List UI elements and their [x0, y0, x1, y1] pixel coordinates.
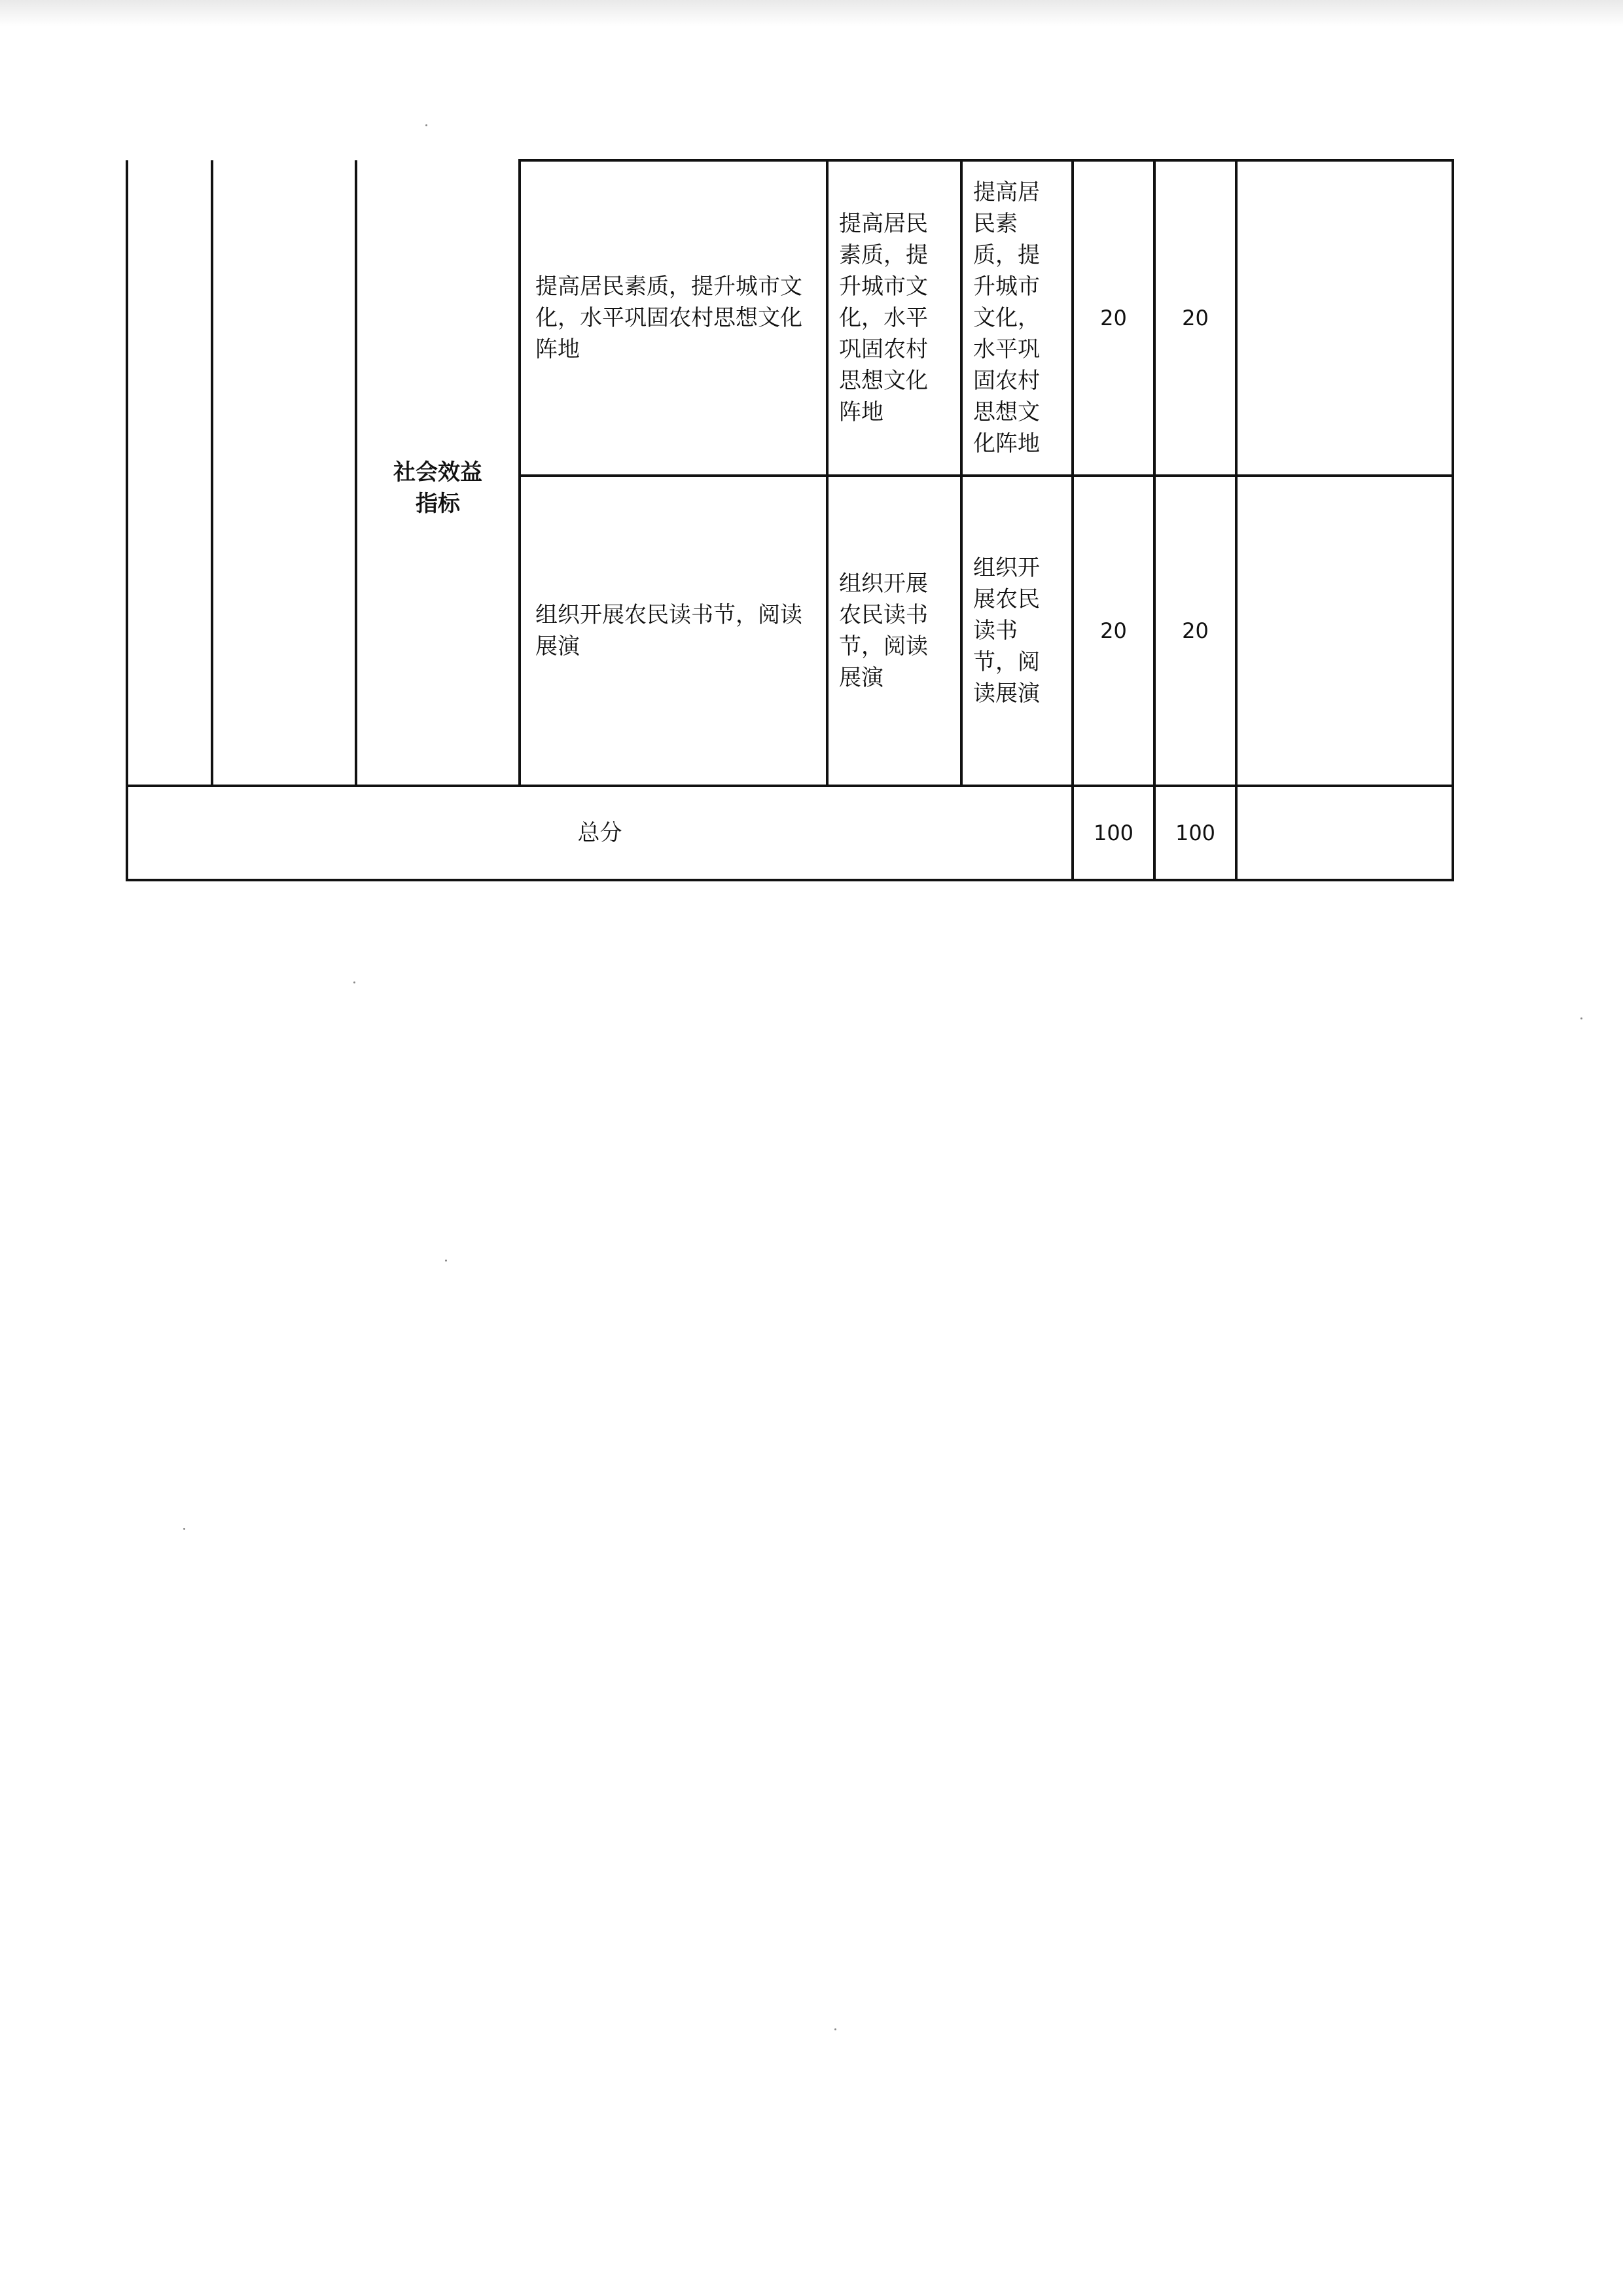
- table-row: [127, 160, 1453, 476]
- indicator-category: [356, 160, 520, 786]
- indicator-actual: [961, 476, 1073, 786]
- indicator-score: 20: [1154, 160, 1236, 476]
- indicator-name: [520, 476, 827, 786]
- indicator-target: [827, 476, 961, 786]
- indicator-actual-text: 提高居民素质，提升城市文化，水平巩固农村思想文化阵地: [973, 179, 1040, 457]
- indicator-target: [827, 160, 961, 476]
- performance-table: [126, 159, 1454, 881]
- continued-cell-1: [127, 160, 212, 786]
- indicator-weight: 20: [1073, 476, 1154, 786]
- indicator-name: [520, 160, 827, 476]
- total-remark: [1236, 786, 1453, 880]
- total-weight: 100: [1073, 786, 1154, 880]
- indicator-weight: 20: [1073, 160, 1154, 476]
- indicator-target-text: 提高居民素质，提升城市文化，水平巩固农村思想文化阵地: [839, 211, 928, 425]
- scan-speck: [445, 1260, 447, 1262]
- total-score: 100: [1154, 786, 1236, 880]
- total-label: 总分: [127, 786, 1073, 880]
- scan-speck: [1580, 1017, 1582, 1019]
- performance-table-container: [126, 159, 1452, 881]
- scan-speck: [183, 1528, 185, 1530]
- indicator-name-text: 提高居民素质，提升城市文化，水平巩固农村思想文化阵地: [535, 274, 802, 362]
- scan-speck: [425, 124, 427, 126]
- scan-speck: [353, 981, 355, 983]
- indicator-actual-text: 组织开展农民读书节，阅读展演: [973, 555, 1040, 707]
- indicator-remark: [1236, 160, 1453, 476]
- indicator-name-text: 组织开展农民读书节，阅读展演: [535, 602, 802, 660]
- scan-speck: [834, 2028, 836, 2030]
- total-row: [127, 786, 1453, 880]
- scan-edge: [0, 0, 1623, 26]
- indicator-remark: [1236, 476, 1453, 786]
- indicator-score: 20: [1154, 476, 1236, 786]
- indicator-actual: [961, 160, 1073, 476]
- indicator-category-label: 社会效益 指标: [393, 459, 482, 517]
- continued-cell-2: [212, 160, 356, 786]
- indicator-target-text: 组织开展农民读书节，阅读展演: [839, 571, 928, 691]
